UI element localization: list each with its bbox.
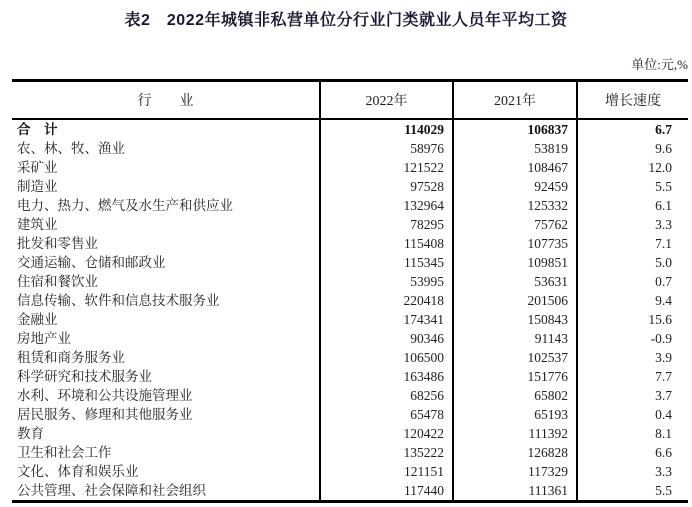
cell-industry: 电力、热力、燃气及水生产和供应业 <box>17 198 233 213</box>
cell-2021-value: 108467 <box>453 158 577 177</box>
cell-2022-value: 135222 <box>320 443 453 462</box>
cell-2022-value: 120422 <box>320 424 453 443</box>
cell-growth-value: 5.0 <box>577 253 688 272</box>
cell-industry: 居民服务、修理和其他服务业 <box>17 407 193 422</box>
cell-growth-value: 9.4 <box>577 291 688 310</box>
table-row <box>12 481 688 502</box>
table-row <box>12 329 688 348</box>
cell-2021-value: 75762 <box>453 215 577 234</box>
col-header-industry: 行 业 <box>12 81 320 120</box>
header-row <box>12 81 688 120</box>
cell-industry: 建筑业 <box>17 217 58 232</box>
cell-2022-value: 121151 <box>320 462 453 481</box>
cell-2021-value: 201506 <box>453 291 577 310</box>
cell-2021-value: 151776 <box>453 367 577 386</box>
cell-2021-value: 91143 <box>453 329 577 348</box>
table-row <box>12 443 688 462</box>
cell-2021-value: 150843 <box>453 310 577 329</box>
cell-2022-value: 90346 <box>320 329 453 348</box>
cell-2021-value: 126828 <box>453 443 577 462</box>
table-row <box>12 424 688 443</box>
col-header-growth: 增长速度 <box>577 81 688 120</box>
cell-growth-value: 6.6 <box>577 443 688 462</box>
table-row <box>12 386 688 405</box>
cell-2021-value: 111361 <box>453 481 577 502</box>
cell-2021-value: 106837 <box>453 119 577 139</box>
cell-industry: 文化、体育和娱乐业 <box>17 464 139 479</box>
cell-growth-value: 7.7 <box>577 367 688 386</box>
cell-growth-value: 12.0 <box>577 158 688 177</box>
cell-industry: 交通运输、仓储和邮政业 <box>17 255 166 270</box>
cell-2021-value: 107735 <box>453 234 577 253</box>
cell-2022-value: 106500 <box>320 348 453 367</box>
cell-industry: 制造业 <box>17 179 58 194</box>
cell-growth-value: 0.4 <box>577 405 688 424</box>
cell-2022-value: 117440 <box>320 481 453 502</box>
cell-growth-value: 8.1 <box>577 424 688 443</box>
cell-industry: 批发和零售业 <box>17 236 98 251</box>
table-row <box>12 119 688 139</box>
cell-industry: 信息传输、软件和信息技术服务业 <box>17 293 220 308</box>
cell-2021-value: 92459 <box>453 177 577 196</box>
table-row <box>12 158 688 177</box>
cell-2021-value: 65193 <box>453 405 577 424</box>
table-row <box>12 405 688 424</box>
cell-growth-value: 0.7 <box>577 272 688 291</box>
cell-growth-value: 5.5 <box>577 177 688 196</box>
cell-2022-value: 68256 <box>320 386 453 405</box>
table-row <box>12 310 688 329</box>
cell-growth-value: 6.7 <box>577 119 688 139</box>
cell-2022-value: 78295 <box>320 215 453 234</box>
cell-growth-value: 7.1 <box>577 234 688 253</box>
table-row <box>12 291 688 310</box>
cell-industry: 租赁和商务服务业 <box>17 350 125 365</box>
cell-industry: 公共管理、社会保障和社会组织 <box>17 483 206 498</box>
cell-growth-value: 3.3 <box>577 462 688 481</box>
table-row <box>12 196 688 215</box>
cell-2022-value: 53995 <box>320 272 453 291</box>
table-title: 表2 2022年城镇非私营单位分行业门类就业人员年平均工资 <box>124 12 568 29</box>
table-row <box>12 272 688 291</box>
cell-industry: 卫生和社会工作 <box>17 445 112 460</box>
table-row <box>12 177 688 196</box>
cell-2022-value: 58976 <box>320 139 453 158</box>
cell-growth-value: 9.6 <box>577 139 688 158</box>
cell-growth-value: -0.9 <box>577 329 688 348</box>
cell-2022-value: 220418 <box>320 291 453 310</box>
table-row <box>12 234 688 253</box>
cell-industry: 科学研究和技术服务业 <box>17 369 152 384</box>
table-row <box>12 253 688 272</box>
cell-industry: 房地产业 <box>17 331 71 346</box>
table-header <box>12 81 688 120</box>
col-header-2021: 2021年 <box>453 81 577 120</box>
cell-2022-value: 115345 <box>320 253 453 272</box>
cell-industry: 教育 <box>17 426 44 441</box>
cell-2021-value: 65802 <box>453 386 577 405</box>
table-row <box>12 348 688 367</box>
cell-industry: 金融业 <box>17 312 58 327</box>
cell-2022-value: 121522 <box>320 158 453 177</box>
col-header-2022: 2022年 <box>320 81 453 120</box>
table-row <box>12 215 688 234</box>
cell-2022-value: 115408 <box>320 234 453 253</box>
table-row <box>12 462 688 481</box>
cell-growth-value: 6.1 <box>577 196 688 215</box>
wage-table <box>12 79 688 503</box>
cell-growth-value: 3.9 <box>577 348 688 367</box>
cell-industry: 水利、环境和公共设施管理业 <box>17 388 193 403</box>
cell-industry: 采矿业 <box>17 160 58 175</box>
cell-2021-value: 53819 <box>453 139 577 158</box>
cell-2022-value: 174341 <box>320 310 453 329</box>
cell-industry: 农、林、牧、渔业 <box>17 141 125 156</box>
cell-industry: 住宿和餐饮业 <box>17 274 98 289</box>
unit-note: 单位:元,% <box>631 57 688 72</box>
cell-growth-value: 5.5 <box>577 481 688 502</box>
cell-2021-value: 111392 <box>453 424 577 443</box>
cell-industry: 合 计 <box>17 122 58 137</box>
cell-2022-value: 163486 <box>320 367 453 386</box>
cell-2022-value: 97528 <box>320 177 453 196</box>
cell-growth-value: 3.7 <box>577 386 688 405</box>
cell-2021-value: 109851 <box>453 253 577 272</box>
cell-2022-value: 65478 <box>320 405 453 424</box>
cell-2022-value: 114029 <box>320 119 453 139</box>
table-row <box>12 139 688 158</box>
cell-growth-value: 15.6 <box>577 310 688 329</box>
cell-growth-value: 3.3 <box>577 215 688 234</box>
cell-2021-value: 102537 <box>453 348 577 367</box>
table-body <box>12 119 688 502</box>
cell-2022-value: 132964 <box>320 196 453 215</box>
cell-2021-value: 117329 <box>453 462 577 481</box>
cell-2021-value: 53631 <box>453 272 577 291</box>
table-row <box>12 367 688 386</box>
cell-2021-value: 125332 <box>453 196 577 215</box>
